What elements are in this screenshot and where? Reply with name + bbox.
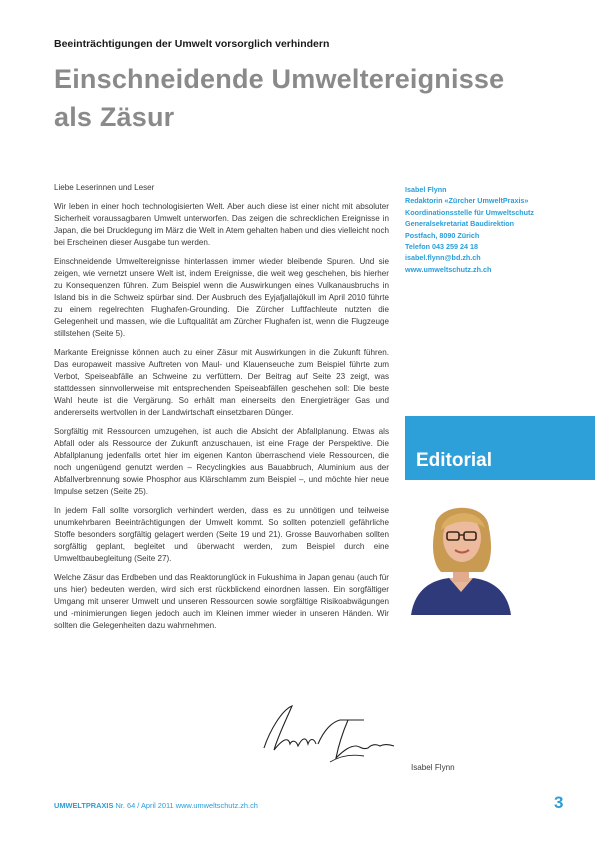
title-line-1: Einschneidende Umweltereignisse: [54, 64, 505, 94]
section-label: Editorial: [416, 450, 493, 471]
paragraph-3: Markante Ereignisse können auch zu einer Zäsur mit Auswirkungen in die Zukunft führen. Das europaweit massive Auftreten von Maul- und Klauenseuche zum Beispiel führte zum Verbot, Speiseabfälle an Schweine zu verfüttern. Der Beitrag auf Seite 23 zeigt, was stattdessen sinnvollerweise mit entsprechenden Speiseabfällen geschehen soll: Die beste Wahl heute ist die Vergärung. So erhält man einerseits den Energieträger Gas und andererseits wertvollen in der Landwirtschaft einsetzbaren Dünger.: [54, 348, 389, 417]
signer-name: Isabel Flynn: [411, 763, 455, 772]
paragraph-1: Wir leben in einer hoch technologisierten Welt. Aber auch diese ist einer nicht mit absoluter Sicherheit voraussagbaren Umwelt unterworfen. Das zeigen die schrecklichen Ereignisse in Japan, die bei Drucklegung im März die Welt in Atem gehalten haben und dies vielleicht noch bei Erscheinen dieser Ausgabe tun werden.: [54, 202, 389, 247]
contact-name: Isabel Flynn: [405, 185, 447, 194]
contact-unit: Koordinationsstelle für Umweltschutz: [405, 207, 534, 217]
paragraph-5: In jedem Fall sollte vorsorglich verhindert werden, dass es zu unnötigen und teilweise unumkehrbaren Beeinträchtigungen der Umwelt kommt. So sollten potenziell gefährliche Stoffe besonders sorgfältig gelagert werden (Seite 19 und 21). Grosse Bauvorhaben sollten sorgfältig geplant, begleitet und überwacht werden, zum Beispiel durch eine Umweltbaubegleitung (Seite 27).: [54, 506, 389, 563]
author-photo: [405, 488, 517, 615]
contact-role: Redaktorin «Zürcher UmweltPraxis»: [405, 196, 529, 206]
contact-email[interactable]: isabel.flynn@bd.zh.ch: [405, 253, 481, 263]
contact-dept: Generalsekretariat Baudirektion: [405, 219, 515, 229]
greeting: Liebe Leserinnen und Leser: [54, 183, 155, 192]
paragraph-2: Einschneidende Umweltereignisse hinterlassen immer wieder bleibende Spuren. Und sie zeigen, wie vernetzt unsere Welt ist, indem Ereignisse, die weit weg geschehen, bis hierher zu Konsequenzen führen. Zum Beispiel wenn die Auswirkungen eines Vulkanausbruchs in Island bis in die Schweiz spürbar sind. Der Ausbruch des Eyjafjallajökull im April 2010 führte zu einem regelrechten Flughafen-Grounding. Die Zürcher Luftfachleute nutzten die Gelegenheit und massen, wie die Luftqualität am Zürcher Flughafen ist, wenn die Flugzeuge stillstehen (Seite 5).: [54, 257, 389, 338]
title-line-2: als Zäsur: [54, 102, 175, 132]
footer: [54, 801, 258, 810]
paragraph-4: Sorgfältig mit Ressourcen umzugehen, ist auch die Absicht der Abfallplanung. Etwas als Abfall oder als Ressource der Zukunft anzuschauen, ist eine Frage der Perspektive. Die Abfallplanung jedenfalls ortet hier im eigenen Kanton überraschend viele Ressourcen, die noch ungenügend genutzt werden – Recyclingkies aus Bauabbruch, Aluminium aus der Abfallverbrennung sowie Phosphor aus Klärschlamm zum Beispiel –, und möchte hier neue Impulse setzen (Seite 25).: [54, 427, 389, 496]
footer-brand: UMWELTPRAXIS: [54, 801, 114, 810]
contact-address: Postfach, 8090 Zürich: [405, 230, 480, 240]
author-contact: [405, 184, 585, 275]
kicker: Beeinträchtigungen der Umwelt vorsorglich verhindern: [54, 38, 330, 50]
paragraph-6: Welche Zäsur das Erdbeben und das Reaktorunglück in Fukushima in Japan genau (auch für uns hier) bedeuten werden, wird sich erst rückblickend einordnen lassen. Ein sorgfältiger Umgang mit unserer Umwelt und unseren Ressourcen sowie sorgfältige Risikoabwägungen und -minimierungen liegen jedoch auch im Kleinen immer wieder in unseren Händen. Wir sollten die Gelegenheiten dazu wahrnehmen.: [54, 573, 389, 630]
contact-phone: Telefon 043 259 24 18: [405, 242, 478, 252]
contact-web[interactable]: www.umweltschutz.zh.ch: [405, 264, 492, 274]
footer-issue: Nr. 64 / April 2011: [115, 801, 174, 810]
page-title: [54, 60, 534, 136]
footer-url[interactable]: www.umweltschutz.zh.ch: [175, 801, 258, 810]
portrait-illustration: [405, 488, 517, 615]
signature-image: [252, 700, 402, 772]
page-number: 3: [554, 793, 564, 812]
editorial-body: [54, 182, 389, 639]
